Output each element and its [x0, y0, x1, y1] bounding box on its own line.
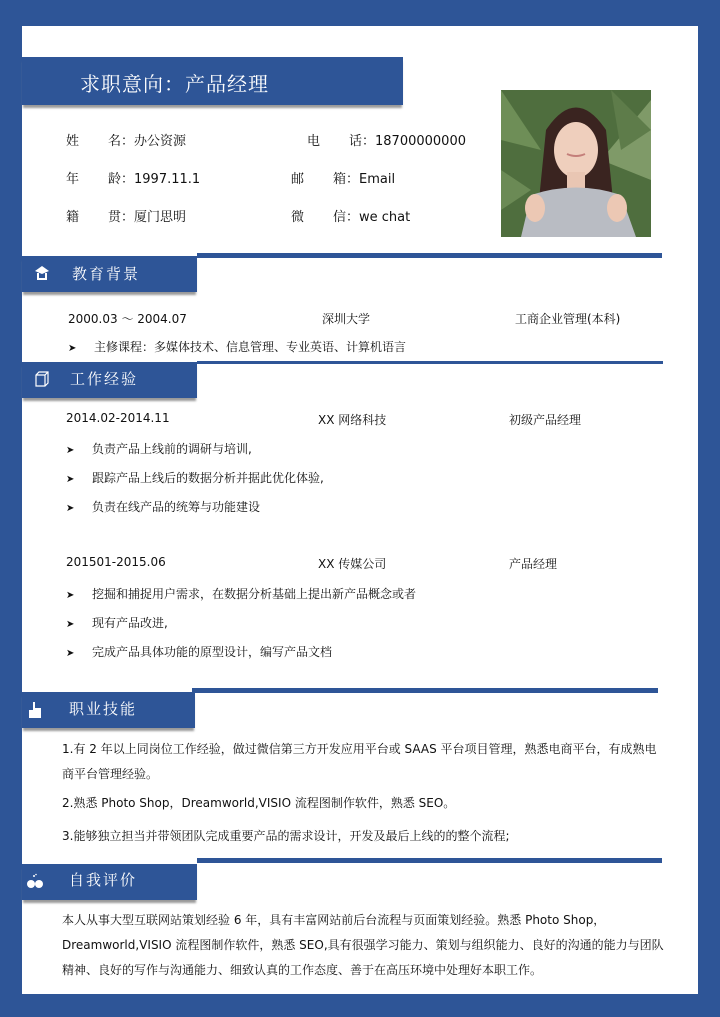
skill-item: 1.有 2 年以上同岗位工作经验，做过微信第三方开发应用平台或 SAAS 平台项目管理，熟悉电商平台，有成熟电商平台管理经验。 — [62, 742, 657, 781]
bullet-arrow-icon: ➤ — [66, 590, 75, 601]
job-duty: ➤ 跟踪产品上线后的数据分析并据此优化体验, — [66, 471, 324, 485]
section-rule — [197, 253, 662, 258]
job-duty: ➤ 挖掘和捕捉用户需求，在数据分析基础上提出新产品概念或者 — [66, 587, 417, 601]
age-value: 1997.11.1 — [134, 172, 201, 187]
wechat-value: we chat — [359, 210, 411, 225]
section-title: 教育背景 — [72, 265, 141, 283]
section-title: 职业技能 — [69, 700, 138, 718]
thumbs-up-icon — [27, 701, 43, 717]
edu-courses: ➤ 主修课程：多媒体技术、信息管理、专业英语、计算机语言 — [68, 340, 407, 354]
job-duty: ➤ 完成产品具体功能的原型设计，编写产品文档 — [66, 645, 333, 659]
profile-photo — [501, 90, 651, 237]
edu-period: 2000.03 ～ 2004.07 — [68, 312, 187, 326]
section-rule — [197, 361, 663, 364]
name-value: 办公资源 — [134, 134, 187, 149]
skill-item: 2.熟悉 Photo Shop，Dreamworld,VISIO 流程图制作软件，熟悉 SEO。 — [62, 796, 456, 810]
apples-icon — [26, 873, 42, 889]
bullet-arrow-icon: ➤ — [66, 648, 75, 659]
info-age: 年 龄：1997.11.1 — [66, 172, 201, 187]
bullet-arrow-icon: ➤ — [66, 445, 75, 456]
job-period: 201501-2015.06 — [66, 555, 166, 569]
bullet-arrow-icon: ➤ — [66, 474, 75, 485]
job-role: 初级产品经理 — [509, 413, 582, 427]
section-header-education — [22, 256, 197, 292]
email-value: Email — [359, 172, 396, 187]
section-title: 自我评价 — [69, 871, 138, 889]
job-role: 产品经理 — [509, 557, 558, 571]
section-title: 工作经验 — [70, 370, 139, 388]
section-header-self-eval — [22, 864, 197, 900]
graduation-cap-icon — [34, 265, 50, 281]
skill-item: 3.能够独立担当并带领团队完成重要产品的需求设计，开发及最后上线的的整个流程; — [62, 829, 510, 843]
info-phone: 电 话：18700000000 — [307, 134, 466, 149]
bullet-arrow-icon: ➤ — [68, 343, 77, 354]
job-company: XX 网络科技 — [318, 413, 387, 427]
job-duty: ➤ 负责在线产品的统筹与功能建设 — [66, 500, 261, 514]
job-duty: ➤ 负责产品上线前的调研与培训, — [66, 442, 252, 456]
info-email: 邮 箱：Email — [291, 172, 396, 187]
info-wechat: 微 信：we chat — [291, 210, 411, 225]
edu-school: 深圳大学 — [322, 312, 371, 326]
info-name: 姓 名：办公资源 — [66, 134, 187, 149]
self-eval-text: 本人从事大型互联网站策划经验 6 年，具有丰富网站前后台流程与页面策划经验。熟悉 Photo Shop，Dreamworld,VISIO 流程图制作软件，熟悉 SEO,具有很强学习能力、策划与组织能力、良好的沟通的能力与团队精神、良好的写作与沟通能力、细致认真的工作态度、善于在高压环境中处理好本职工作。 — [62, 913, 664, 977]
section-header-work — [22, 362, 197, 398]
job-period: 2014.02-2014.11 — [66, 411, 170, 425]
bullet-arrow-icon: ➤ — [66, 503, 75, 514]
job-company: XX 传媒公司 — [318, 557, 387, 571]
info-hometown: 籍 贯：厦门思明 — [66, 210, 187, 225]
phone-value: 18700000000 — [375, 134, 466, 149]
bullet-arrow-icon: ➤ — [66, 619, 75, 630]
edu-major: 工商企业管理(本科) — [515, 312, 621, 326]
job-duty: ➤ 现有产品改进, — [66, 616, 168, 630]
section-rule — [197, 858, 662, 863]
section-rule — [192, 688, 658, 693]
section-header-skills — [22, 692, 195, 728]
page-title: 求职意向：产品经理 — [80, 72, 269, 96]
cube-icon — [34, 371, 50, 387]
hometown-value: 厦门思明 — [134, 210, 187, 225]
